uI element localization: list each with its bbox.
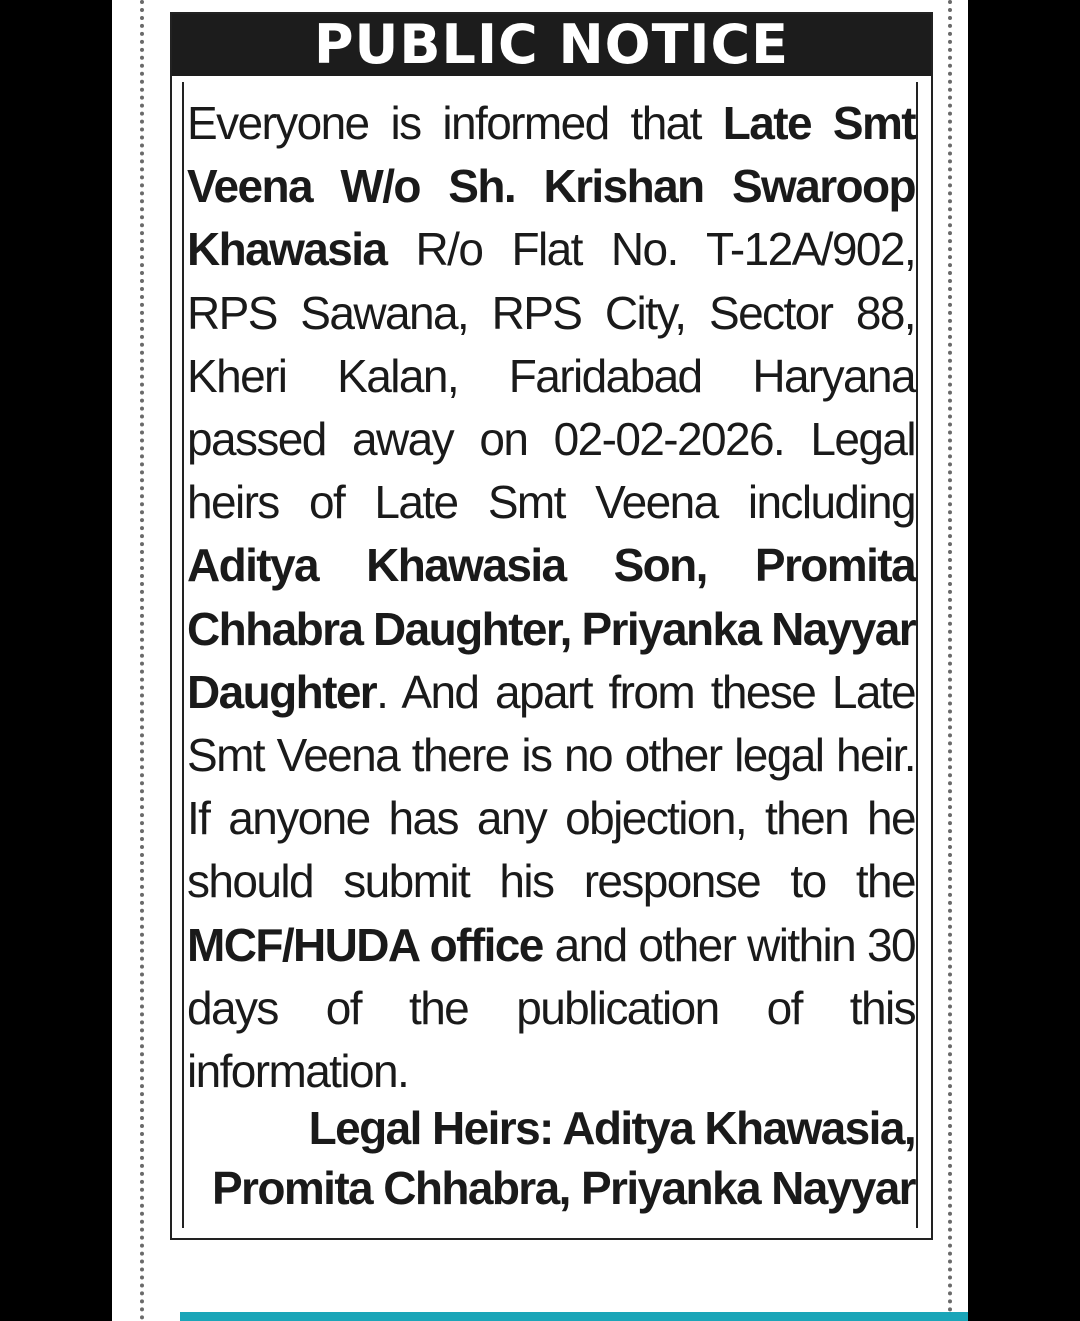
legal-heirs-list: Aditya Khawasia Son, Promita Chhabra Daughter, Priyanka Nayyar Daughter [187,539,915,718]
next-advert-strip [180,1312,968,1321]
public-notice-box [170,12,933,1240]
notice-signature [187,1098,915,1218]
signature-line-1: Legal Heirs: Aditya Khawasia, [308,1102,915,1154]
body-segment: . And apart from these Late Smt Veena there is no other legal heir. If anyone has any objection, then he should submit his response to the [187,665,915,908]
deceased-name: Late Smt Veena W/o Sh. Krishan Swaroop Khawasia [187,97,915,276]
body-segment: R/o Flat No. T-12A/902, RPS Sawana, RPS City, Sector 88, Kheri Kalan, Faridabad Haryana passed away on 02-02-2026. Legal heirs of Late Smt Veena including [187,223,915,529]
body-segment: and other within 30 days of the publication of this information. [187,918,915,1098]
dotted-column-rule-left [140,0,144,1321]
dotted-column-rule-right [948,0,952,1321]
notice-heading: PUBLIC NOTICE [172,14,931,76]
body-segment: Everyone is informed that [187,97,723,149]
notice-body-frame [182,82,918,1228]
notice-body-text [187,92,915,1103]
office-name: MCF/HUDA office [187,918,543,971]
signature-line-2: Promita Chhabra, Priyanka Nayyar [211,1162,915,1214]
